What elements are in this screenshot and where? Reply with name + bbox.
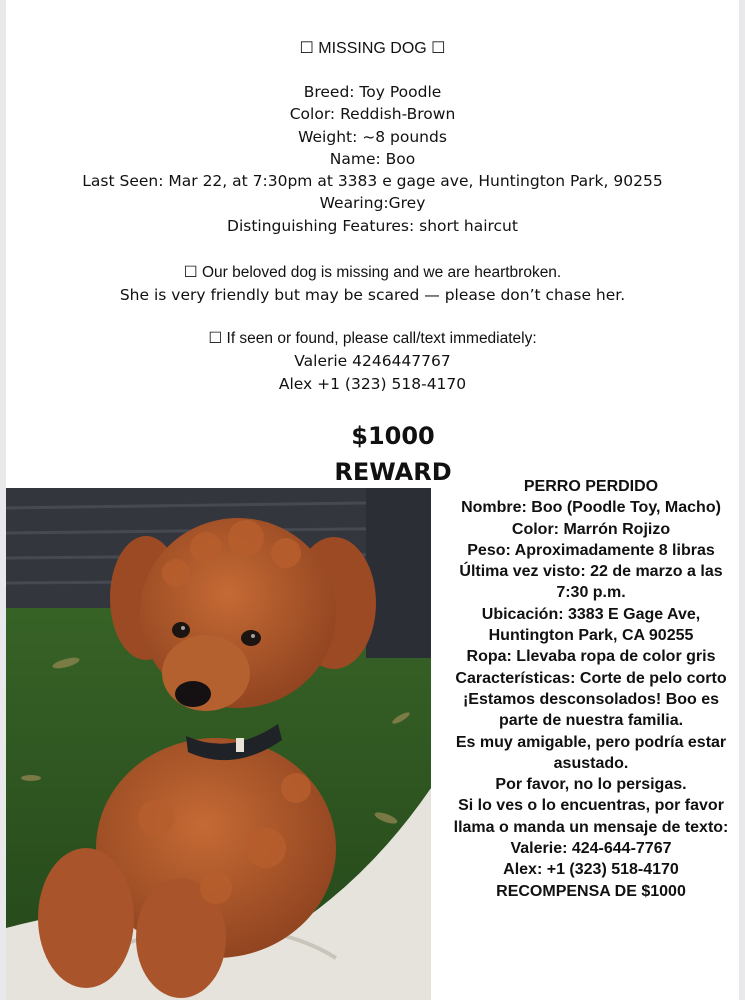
es-location: Ubicación: 3383 E Gage Ave, Huntington Park, CA 90255 (481, 605, 701, 645)
es-valerie: Valerie: 424-644-7767 (510, 840, 672, 858)
contact-intro: ☐ If seen or found, please call/text immediately: (208, 330, 537, 347)
es-reward: RECOMPENSA DE $1000 (496, 882, 686, 900)
es-color: Color: Marrón Rojizo (511, 520, 671, 538)
contact-block (6, 328, 739, 395)
es-alex: Alex: +1 (323) 518-4170 (503, 861, 679, 879)
poodle-illustration (6, 488, 431, 1000)
es-call: Si lo ves o lo encuentras, por favor llama o manda un mensaje de texto: (453, 797, 729, 836)
contact-alex: Alex +1 (323) 518-4170 (278, 374, 467, 393)
contact-valerie: Valerie 4246447767 (294, 352, 451, 371)
features-line: Distinguishing Features: short haircut (227, 216, 518, 235)
es-name: Nombre: Boo (Poodle Toy, Macho) (461, 499, 721, 517)
dog-photo (6, 488, 431, 1000)
last-seen-line: Last Seen: Mar 22, at 7:30pm at 3383 e gage ave, Huntington Park, 90255 (82, 172, 663, 191)
missing-dog-heading: ☐ MISSING DOG ☐ (299, 40, 446, 57)
reward-label: REWARD (334, 458, 452, 486)
name-line: Name: Boo (329, 149, 416, 168)
es-friendly: Es muy amigable, pero podría estar asustado. (455, 733, 727, 772)
es-weight: Peso: Aproximadamente 8 libras (467, 541, 715, 559)
color-line: Color: Reddish-Brown (289, 105, 456, 124)
wearing-line: Wearing:Grey (319, 194, 426, 213)
breed-line: Breed: Toy Poodle (303, 83, 442, 101)
es-title: PERRO PERDIDO (523, 478, 659, 495)
plea-block (6, 262, 739, 306)
weight-line: Weight: ~8 pounds (298, 127, 447, 146)
es-heartbroken: ¡Estamos desconsolados! Boo es parte de nuestra familia. (462, 690, 720, 730)
es-features: Características: Corte de pelo corto (455, 669, 727, 687)
reward-amount: $1000 (351, 422, 435, 450)
plea-line-1: ☐ Our beloved dog is missing and we are heartbroken. (183, 264, 562, 281)
flyer-page (6, 0, 739, 1000)
es-dont-chase: Por favor, no lo persigas. (495, 776, 687, 794)
plea-line-2: She is very friendly but may be scared — please don’t chase her. (119, 286, 626, 304)
spanish-notice (443, 476, 739, 902)
dog-details (6, 81, 739, 237)
es-clothing: Ropa: Llevaba ropa de color gris (466, 648, 716, 666)
es-last-seen: Última vez visto: 22 de marzo a las 7:30 p.m. (459, 563, 723, 602)
